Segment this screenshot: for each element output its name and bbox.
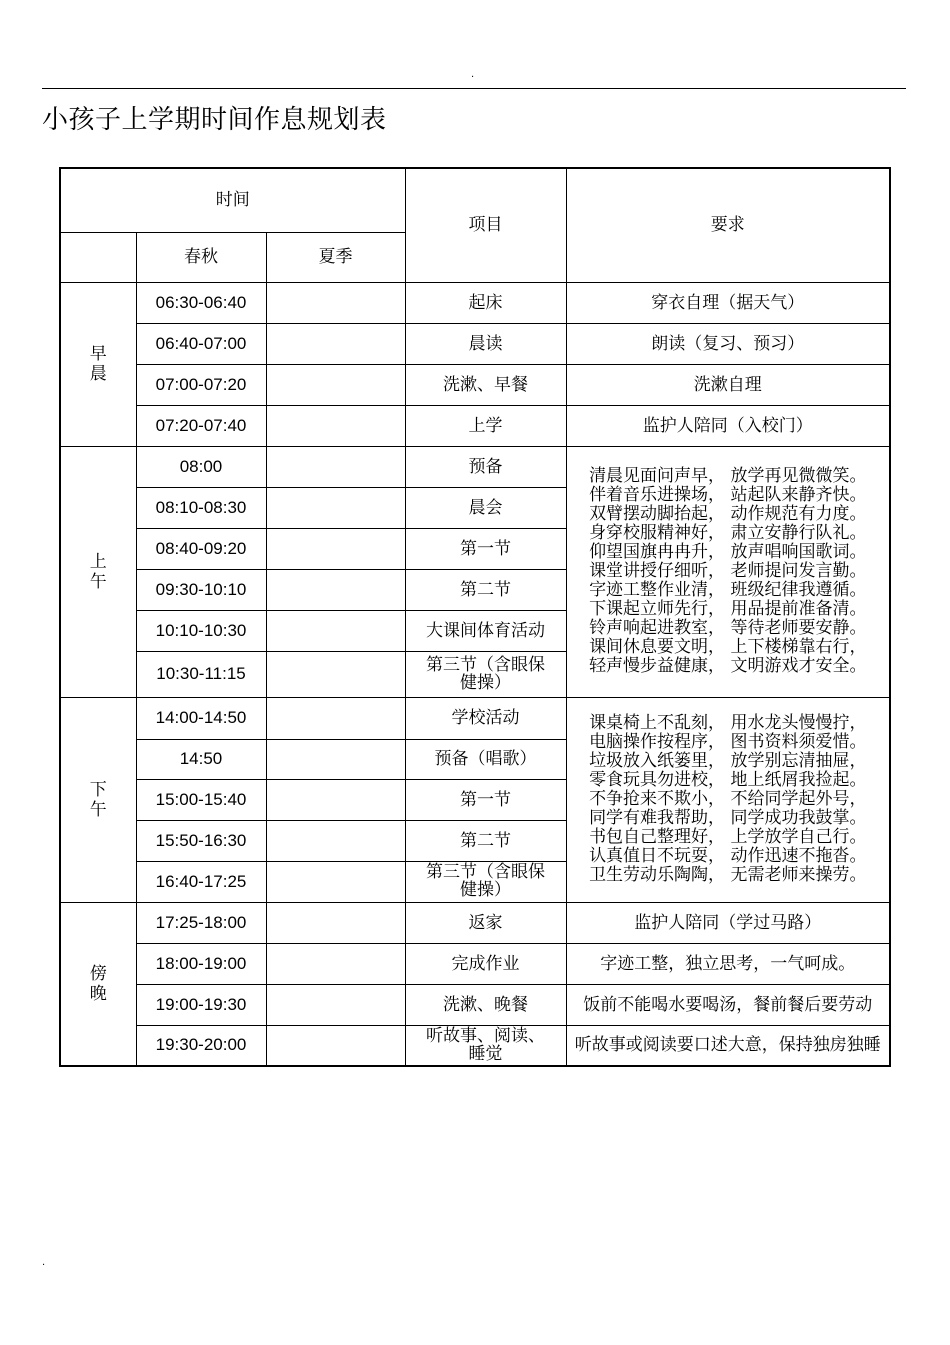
item-cell: 大课间体育活动 — [405, 610, 566, 651]
item-cell: 第二节 — [405, 569, 566, 610]
time-cell: 08:40-09:20 — [136, 528, 266, 569]
header-time: 时间 — [60, 168, 405, 232]
period-afternoon: 下午 — [60, 697, 136, 902]
item-cell: 第三节（含眼保健操） — [405, 651, 566, 697]
item-cell: 学校活动 — [405, 697, 566, 739]
rule-line: 课间休息要文明， 上下楼梯靠右行， — [589, 637, 867, 657]
time-cell: 10:30-11:15 — [136, 651, 266, 697]
rule-line: 轻声慢步益健康， 文明游戏才安全。 — [589, 656, 867, 676]
item-cell: 第二节 — [405, 820, 566, 861]
header-blank — [60, 232, 136, 282]
header-spring-autumn: 春秋 — [136, 232, 266, 282]
item-cell: 第三节（含眼保健操） — [405, 861, 566, 902]
rule-line: 伴着音乐进操场， 站起队来静齐快。 — [589, 485, 867, 505]
item-cell: 上学 — [405, 405, 566, 446]
rule-line: 电脑操作按程序， 图书资料须爱惜。 — [589, 732, 867, 752]
summer-cell — [266, 984, 405, 1025]
rule-line: 不争抢来不欺小， 不给同学起外号， — [589, 789, 867, 809]
item-cell: 预备（唱歌） — [405, 739, 566, 779]
time-cell: 18:00-19:00 — [136, 943, 266, 984]
item-cell: 起床 — [405, 282, 566, 323]
header-mark: . — [471, 69, 475, 80]
rule-line: 课堂讲授仔细听， 老师提问发言勤。 — [589, 561, 867, 581]
header-rule — [42, 88, 906, 89]
rule-line: 仰望国旗冉冉升， 放声唱响国歌词。 — [589, 542, 867, 562]
item-cell: 晨会 — [405, 487, 566, 528]
time-cell: 19:00-19:30 — [136, 984, 266, 1025]
rule-line: 身穿校服精神好， 肃立安静行队礼。 — [589, 523, 867, 543]
requirement-cell: 字迹工整，独立思考，一气呵成。 — [566, 943, 890, 984]
time-cell: 16:40-17:25 — [136, 861, 266, 902]
footer-mark: . — [42, 1257, 46, 1268]
header-item: 项目 — [405, 168, 566, 282]
rule-line: 零食玩具勿进校， 地上纸屑我捡起。 — [589, 770, 867, 790]
summer-cell — [266, 820, 405, 861]
period-forenoon: 上午 — [60, 446, 136, 697]
item-cell: 返家 — [405, 902, 566, 943]
item-cell: 洗漱、早餐 — [405, 364, 566, 405]
time-cell: 06:40-07:00 — [136, 323, 266, 364]
summer-cell — [266, 405, 405, 446]
time-cell: 06:30-06:40 — [136, 282, 266, 323]
time-cell: 19:30-20:00 — [136, 1025, 266, 1066]
time-cell: 14:00-14:50 — [136, 697, 266, 739]
summer-cell — [266, 610, 405, 651]
rule-line: 清晨见面问声早， 放学再见微微笑。 — [589, 466, 867, 486]
requirement-cell: 穿衣自理（据天气） — [566, 282, 890, 323]
requirement-cell: 洗漱自理 — [566, 364, 890, 405]
summer-cell — [266, 323, 405, 364]
summer-cell — [266, 651, 405, 697]
time-cell: 07:00-07:20 — [136, 364, 266, 405]
requirement-cell: 听故事或阅读要口述大意，保持独房独睡 — [566, 1025, 890, 1066]
rule-line: 铃声响起进教室， 等待老师要安静。 — [589, 618, 867, 638]
item-cell: 第一节 — [405, 779, 566, 820]
summer-cell — [266, 364, 405, 405]
rule-line: 双臂摆动脚抬起， 动作规范有力度。 — [589, 504, 867, 524]
summer-cell — [266, 569, 405, 610]
rule-line: 卫生劳动乐陶陶， 无需老师来操劳。 — [589, 865, 867, 885]
schedule-table — [59, 167, 891, 1067]
rule-line: 同学有难我帮助， 同学成功我鼓掌。 — [589, 808, 867, 828]
summer-cell — [266, 446, 405, 487]
summer-cell — [266, 487, 405, 528]
summer-cell — [266, 739, 405, 779]
item-cell: 第一节 — [405, 528, 566, 569]
page-title: 小孩子上学期时间作息规划表 — [42, 105, 387, 135]
time-cell: 15:50-16:30 — [136, 820, 266, 861]
period-morning: 早晨 — [60, 282, 136, 446]
rule-line: 书包自己整理好， 上学放学自己行。 — [589, 827, 867, 847]
header-summer: 夏季 — [266, 232, 405, 282]
summer-cell — [266, 902, 405, 943]
time-cell: 10:10-10:30 — [136, 610, 266, 651]
summer-cell — [266, 1025, 405, 1066]
time-cell: 14:50 — [136, 739, 266, 779]
summer-cell — [266, 282, 405, 323]
rule-line: 下课起立师先行， 用品提前准备清。 — [589, 599, 867, 619]
time-cell: 17:25-18:00 — [136, 902, 266, 943]
time-cell: 07:20-07:40 — [136, 405, 266, 446]
summer-cell — [266, 528, 405, 569]
forenoon-requirements — [566, 446, 890, 697]
rule-line: 认真值日不玩耍， 动作迅速不拖沓。 — [589, 846, 867, 866]
item-cell: 听故事、阅读、睡觉 — [405, 1025, 566, 1066]
summer-cell — [266, 943, 405, 984]
time-cell: 08:10-08:30 — [136, 487, 266, 528]
item-cell: 晨读 — [405, 323, 566, 364]
requirement-cell: 朗读（复习、预习） — [566, 323, 890, 364]
item-cell: 完成作业 — [405, 943, 566, 984]
requirement-cell: 监护人陪同（学过马路） — [566, 902, 890, 943]
rule-line: 垃圾放入纸篓里， 放学别忘清抽屉， — [589, 751, 867, 771]
requirement-cell: 饭前不能喝水要喝汤，餐前餐后要劳动 — [566, 984, 890, 1025]
summer-cell — [266, 697, 405, 739]
rule-line: 字迹工整作业清， 班级纪律我遵循。 — [589, 580, 867, 600]
summer-cell — [266, 861, 405, 902]
afternoon-requirements — [566, 697, 890, 902]
time-cell: 08:00 — [136, 446, 266, 487]
item-cell: 预备 — [405, 446, 566, 487]
period-evening: 傍晚 — [60, 902, 136, 1066]
item-cell: 洗漱、晚餐 — [405, 984, 566, 1025]
rule-line: 课桌椅上不乱刻， 用水龙头慢慢拧， — [589, 713, 867, 733]
requirement-cell: 监护人陪同（入校门） — [566, 405, 890, 446]
time-cell: 09:30-10:10 — [136, 569, 266, 610]
summer-cell — [266, 779, 405, 820]
header-requirement: 要求 — [566, 168, 890, 282]
time-cell: 15:00-15:40 — [136, 779, 266, 820]
